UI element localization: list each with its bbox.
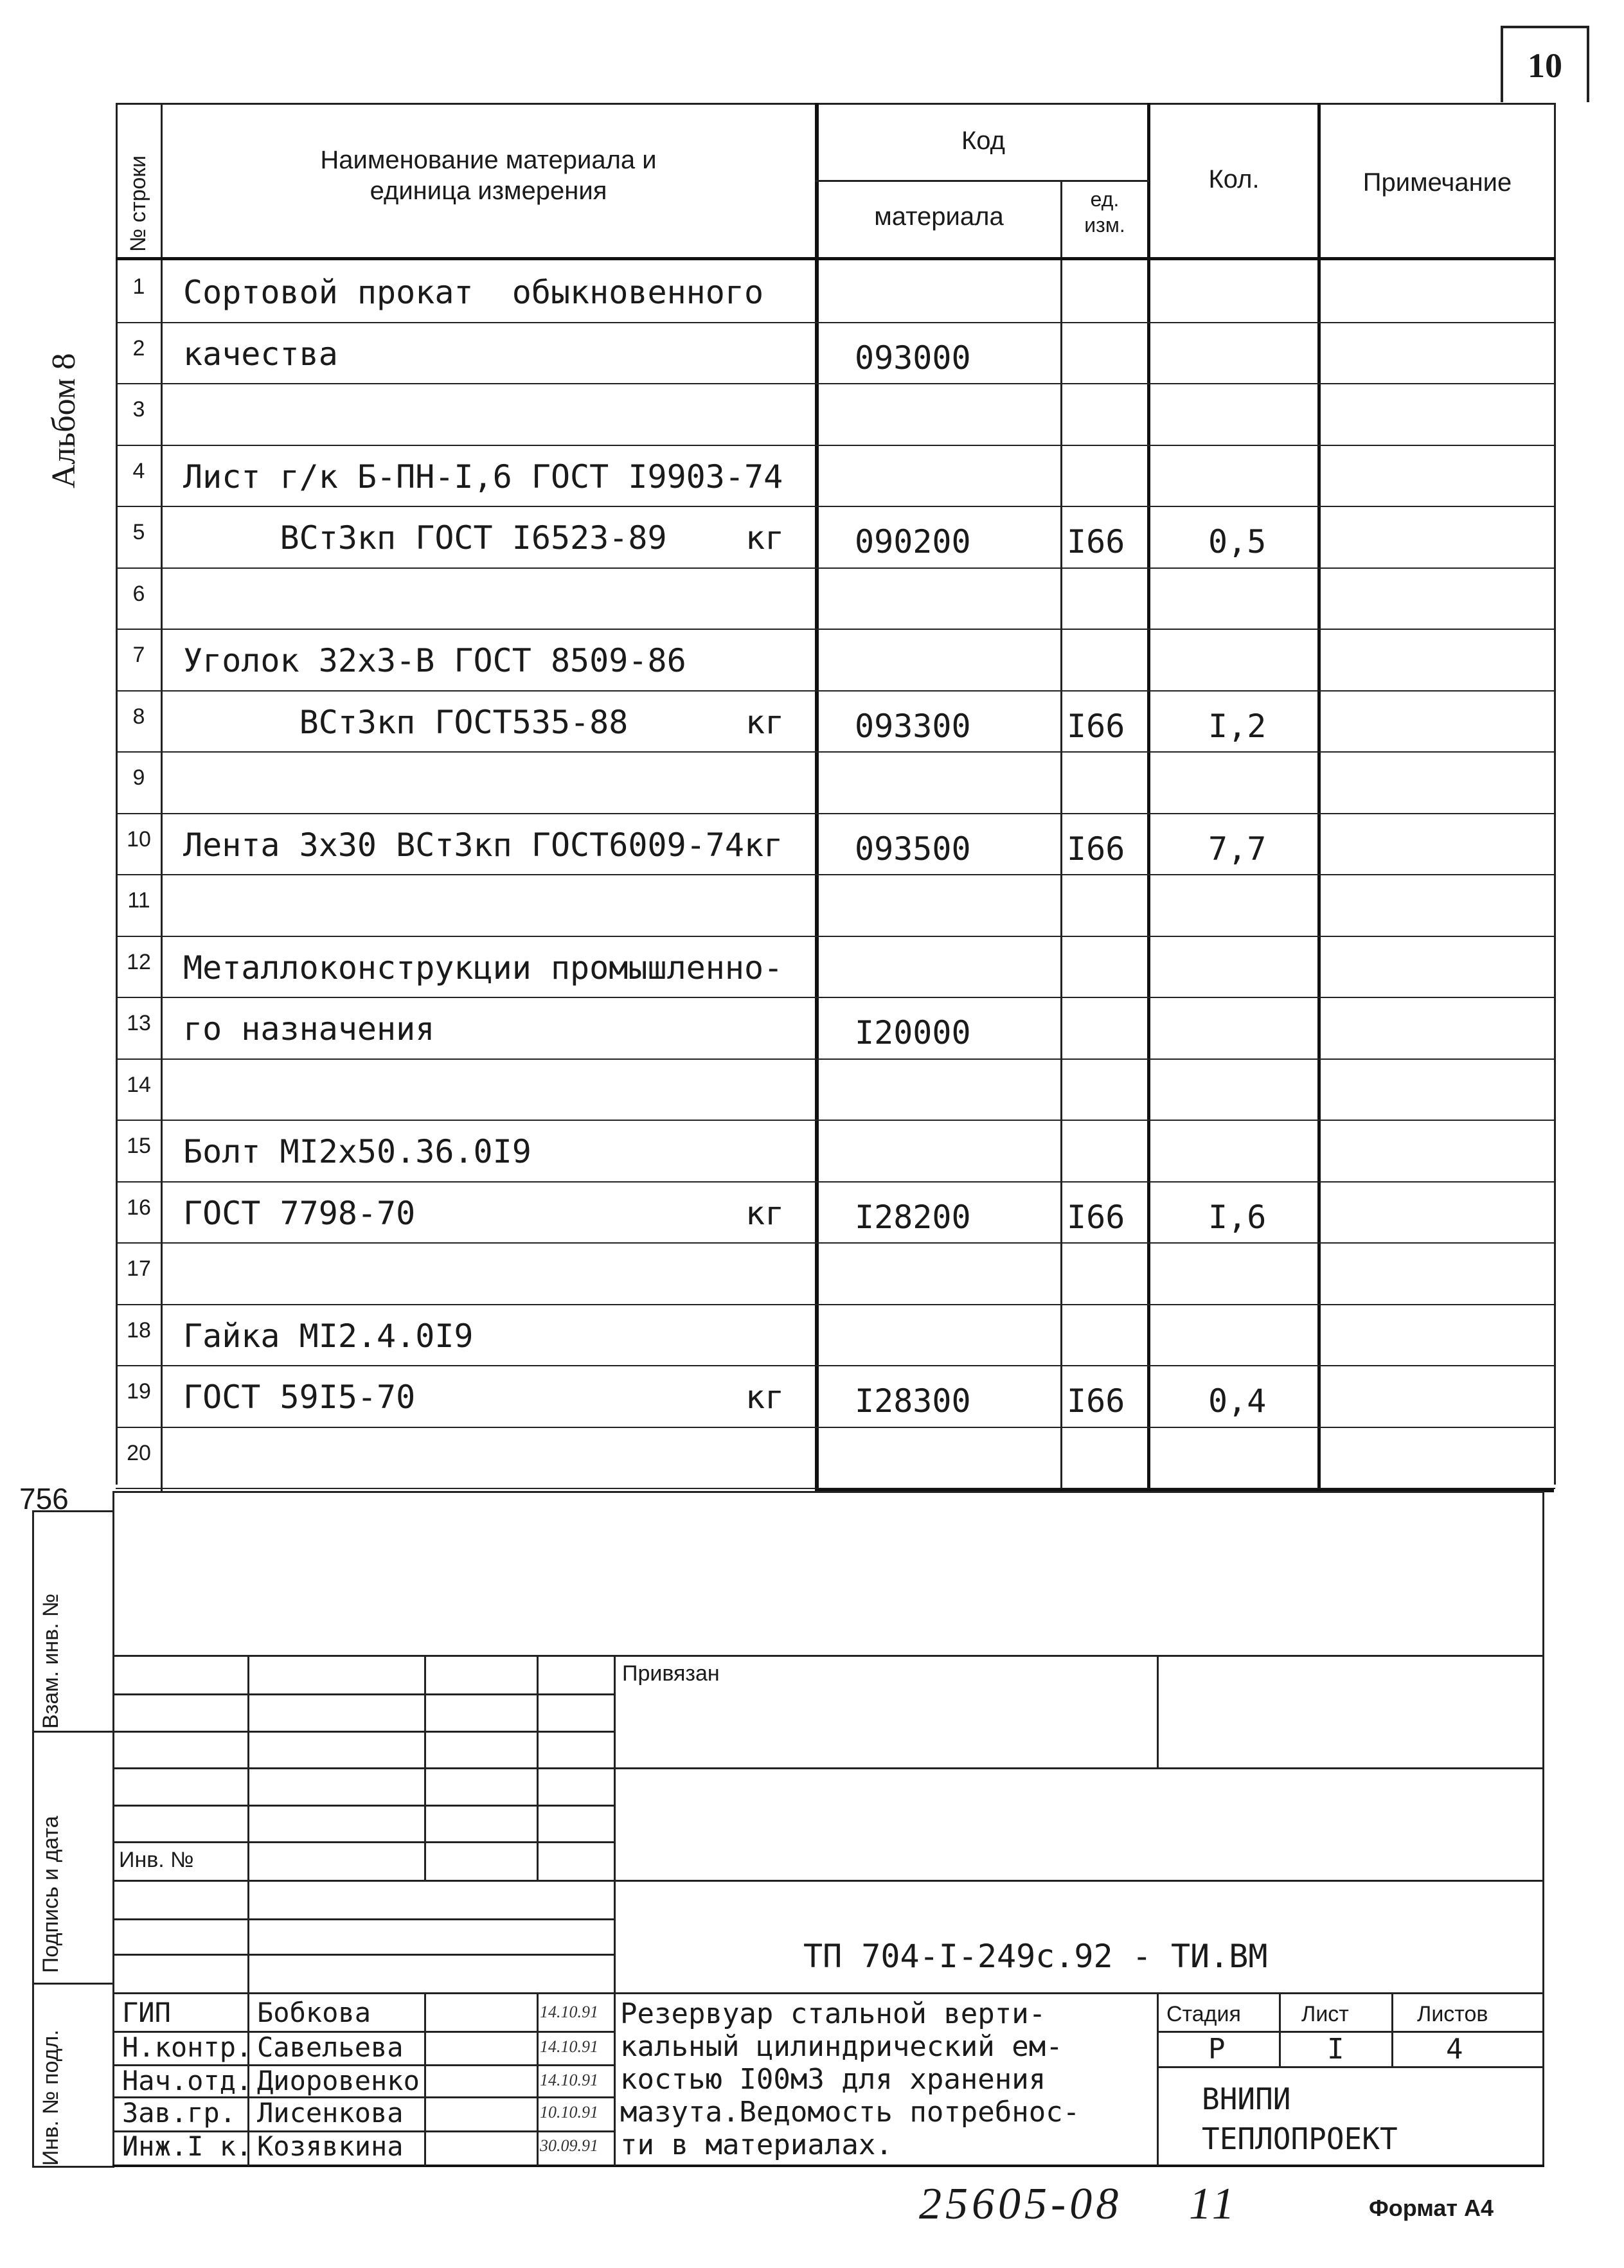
stage-value: Р — [1208, 2033, 1226, 2066]
row-divider — [116, 1181, 1555, 1183]
material-code: 093500 — [855, 830, 971, 868]
material-code: I28300 — [855, 1382, 971, 1420]
material-name: ГОСТ 7798-70 — [183, 1195, 416, 1232]
unit-text: кг — [745, 1195, 785, 1232]
row-divider — [116, 1427, 1555, 1428]
material-name: ГОСТ 59I5-70 — [183, 1379, 416, 1416]
material-name: Лист г/к Б-ПН-I,6 ГОСТ I9903-74 — [183, 458, 783, 496]
signer-role: Н.контр. — [122, 2031, 253, 2063]
row-number: 7 — [132, 643, 145, 667]
row-number: 10 — [127, 827, 151, 852]
row-divider — [116, 751, 1555, 753]
header-code: Код — [961, 127, 1005, 155]
material-name: Гайка МI2.4.0I9 — [183, 1317, 474, 1355]
unit-code: I66 — [1067, 1199, 1125, 1236]
row-divider — [116, 1304, 1555, 1305]
header-name: Наименование материала и единица измерения — [320, 146, 657, 205]
quantity: 0,4 — [1208, 1382, 1267, 1420]
row-number: 17 — [127, 1256, 151, 1281]
row-number: 2 — [132, 336, 145, 361]
album-label: Альбом 8 — [46, 353, 82, 488]
header-code-unit: ед. изм. — [1084, 188, 1125, 237]
material-name: Металлоконструкции промышленно- — [183, 949, 783, 987]
material-name: ВСт3кп ГОСТ I6523-89 — [183, 519, 667, 557]
material-name: Уголок 32х3-В ГОСТ 8509-86 — [183, 642, 686, 679]
row-number: 9 — [132, 765, 145, 790]
unit-code: I66 — [1067, 523, 1125, 560]
signer-name: Козявкина — [257, 2130, 404, 2162]
row-divider — [116, 936, 1555, 937]
row-divider — [116, 874, 1555, 875]
material-name: Болт МI2х50.36.0I9 — [183, 1133, 531, 1170]
row-divider — [116, 1242, 1555, 1244]
material-code: 093000 — [855, 339, 971, 377]
row-number: 1 — [132, 274, 145, 299]
signer-role: Инж.I к. — [122, 2130, 253, 2162]
signer-date: 14.10.91 — [540, 2071, 598, 2089]
material-name: качества — [183, 335, 338, 373]
signer-date: 14.10.91 — [540, 2037, 598, 2056]
inv-no-label: Инв. № — [119, 1848, 194, 1872]
row-divider — [116, 383, 1555, 384]
sheet-value: I — [1327, 2033, 1344, 2066]
row-number: 12 — [127, 950, 151, 974]
row-divider — [116, 629, 1555, 630]
row-divider — [116, 567, 1555, 569]
row-number: 13 — [127, 1011, 151, 1035]
document-code: ТП 704-I-249с.92 - ТИ.ВМ — [803, 1938, 1268, 1975]
quantity: 0,5 — [1208, 523, 1267, 560]
unit-code: I66 — [1067, 708, 1125, 745]
signer-name: Савельева — [257, 2031, 404, 2063]
footer-number: 25605-08 — [919, 2179, 1123, 2229]
row-number: 18 — [127, 1318, 151, 1343]
organization: ВНИПИ ТЕПЛОПРОЕКТ — [1202, 2082, 1398, 2156]
row-number: 20 — [127, 1441, 151, 1465]
signer-name: Диоровенко — [257, 2065, 420, 2096]
row-number: 5 — [132, 520, 145, 544]
signer-date: 14.10.91 — [540, 2003, 598, 2021]
row-divider — [116, 445, 1555, 446]
row-number: 15 — [127, 1134, 151, 1158]
unit-text: кг — [745, 1379, 785, 1416]
footer-page: 11 — [1189, 2179, 1238, 2229]
format-label: Формат А4 — [1369, 2195, 1494, 2221]
stage-label: Стадия — [1166, 2002, 1241, 2026]
header-qty: Кол. — [1208, 165, 1260, 193]
signer-role: ГИП — [122, 1997, 171, 2028]
signer-date: 30.09.91 — [540, 2136, 598, 2155]
vzam-number: 756 — [19, 1482, 69, 1515]
label-sign-date: Подпись и дата — [39, 1816, 63, 1973]
header-code-material: материала — [874, 202, 1004, 231]
material-code: I28200 — [855, 1199, 971, 1236]
signer-name: Бобкова — [257, 1997, 371, 2028]
label-vzam-inv: Взам. инв. № — [39, 1593, 63, 1729]
material-name: ВСт3кп ГОСТ535-88 — [183, 704, 629, 741]
row-divider — [116, 1120, 1555, 1121]
unit-code: I66 — [1067, 1382, 1125, 1420]
row-divider — [116, 1058, 1555, 1060]
quantity: 7,7 — [1208, 830, 1267, 868]
quantity: I,6 — [1208, 1199, 1267, 1236]
row-number: 8 — [132, 704, 145, 729]
row-number: 19 — [127, 1379, 151, 1404]
signer-date: 10.10.91 — [540, 2103, 598, 2121]
row-number: 6 — [132, 582, 145, 606]
row-number: 16 — [127, 1195, 151, 1220]
quantity: I,2 — [1208, 708, 1267, 745]
row-divider — [116, 690, 1555, 692]
row-divider — [116, 322, 1555, 323]
material-code: I20000 — [855, 1014, 971, 1051]
material-code: 090200 — [855, 523, 971, 560]
material-name: Сортовой прокат обыкновенного — [183, 274, 764, 311]
header-row-no: № строки — [126, 155, 150, 252]
row-number: 4 — [132, 459, 145, 483]
row-number: 11 — [127, 888, 150, 913]
sheets-label: Листов — [1417, 2002, 1488, 2026]
row-number: 3 — [132, 397, 145, 422]
row-divider — [116, 1365, 1555, 1366]
header-note: Примечание — [1362, 168, 1512, 197]
row-number: 14 — [127, 1073, 151, 1097]
signer-role: Нач.отд. — [122, 2065, 253, 2096]
row-divider — [116, 813, 1555, 814]
row-divider — [116, 997, 1555, 998]
sheets-value: 4 — [1446, 2033, 1463, 2066]
material-name: го назначения — [183, 1010, 435, 1048]
unit-text: кг — [745, 704, 785, 741]
unit-code: I66 — [1067, 830, 1125, 868]
unit-text: кг — [745, 519, 785, 557]
sheet-label: Лист — [1301, 2002, 1349, 2026]
signer-name: Лисенкова — [257, 2097, 404, 2129]
document-title: Резервуар стальной верти- кальный цилиндрический ем- костью I00м3 для хранения мазута.Ведомость потребнос- ти в материалах. — [620, 1997, 1080, 2161]
row-divider — [116, 506, 1555, 507]
label-inv-no-sub: Инв. № подл. — [39, 2030, 63, 2166]
privyazan-label: Привязан — [622, 1661, 720, 1686]
material-name: Лента 3х30 ВСт3кп ГОСТ6009-74кг — [183, 826, 783, 864]
signer-role: Зав.гр. — [122, 2097, 236, 2129]
sheet-number: 10 — [1501, 26, 1589, 102]
material-code: 093300 — [855, 708, 971, 745]
